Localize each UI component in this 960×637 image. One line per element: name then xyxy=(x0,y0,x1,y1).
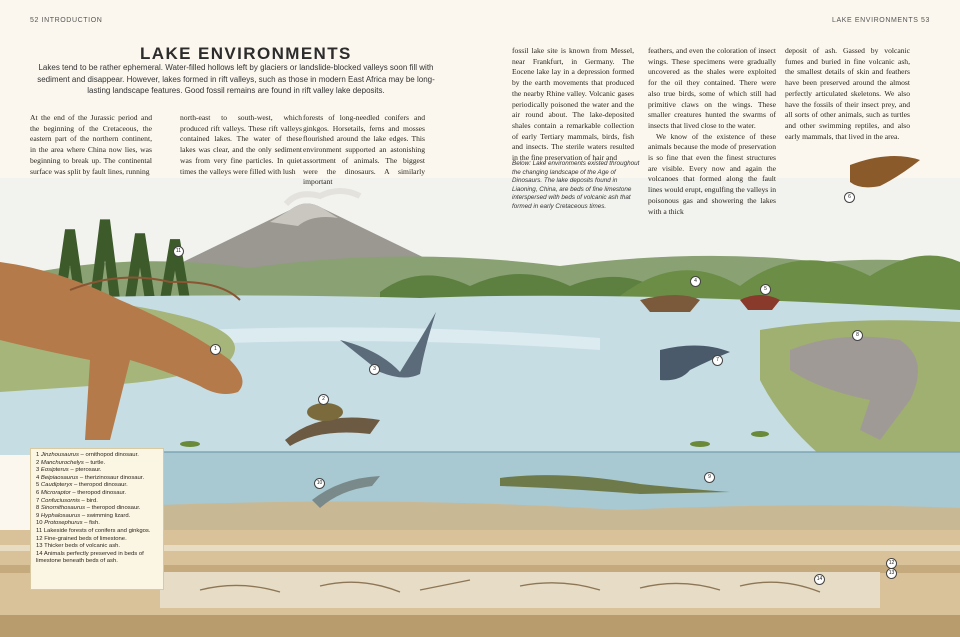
lily-pad xyxy=(180,441,200,447)
legend-number: 6 xyxy=(36,489,40,496)
marker-7: 7 xyxy=(712,355,723,366)
paragraph: fossil lake site is known from Messel, near Frankfurt, in Germany. The Eocene lake lay in a depression formed by the earth movements that produced the nearby Rhine valley. Volcanic gases periodically poisoned the water and the air round about. The lake-deposited shales contain a remarkable collection of early Tertiary mammals, birds, fish and insects. The sterile waters resulted in the fine preservation of hair and xyxy=(512,46,634,163)
marker-8: 8 xyxy=(852,330,863,341)
legend-description: – swimming lizard. xyxy=(80,512,131,519)
legend-species-name: Caudipteryx xyxy=(40,482,73,489)
marker-13: 13 xyxy=(886,568,897,579)
legend-description: – theropod dinosaur. xyxy=(72,482,128,489)
legend-description: Fine-grained beds of limestone. xyxy=(44,535,127,542)
legend-item xyxy=(36,536,158,544)
marker-12: 12 xyxy=(886,558,897,569)
legend-item xyxy=(36,520,158,528)
legend-species-name: Microraptor xyxy=(40,489,71,496)
lily-pad xyxy=(690,441,710,447)
paragraph: We know of the existence of these animals because the mode of preservation is so fine that even the finest structures are visible. Every now and again the volcanoes that formed along the fault lines would erupt, engulfing the valleys in poisonous gas and showering the lakes with a thick xyxy=(648,131,777,216)
fossil-bed xyxy=(160,572,880,608)
marker-10: 10 xyxy=(314,478,325,489)
legend-number: 1 xyxy=(36,452,40,458)
article-intro: Lakes tend to be rather ephemeral. Water-filled hollows left by glaciers or landslide-blocked valleys soon fill with sediment and disappear. However, lakes formed in rift valleys, such as those in modern East Africa may be long-lasting landscape features. Good fossil remains are found in rift valley lake deposits. xyxy=(37,63,435,95)
legend-species-name: Eosipterus xyxy=(40,467,69,474)
legend-species-name: Hyphalosaurus xyxy=(40,512,81,519)
manchurochelys xyxy=(307,403,343,421)
text-column-6 xyxy=(785,46,910,142)
marker-9: 9 xyxy=(704,472,715,483)
legend-item xyxy=(36,543,158,551)
legend-item xyxy=(36,551,158,566)
legend-species-name: Manchurochelys xyxy=(40,459,84,466)
text-column-4 xyxy=(512,46,634,164)
legend-description: – therizinosaur dinosaur. xyxy=(78,474,145,481)
text-column-2 xyxy=(180,113,302,177)
text-column-1 xyxy=(30,113,152,177)
legend-species-name: Sinornithosaurus xyxy=(40,505,86,512)
legend-species-name: Jinzhousaurus xyxy=(40,452,79,458)
species-legend xyxy=(30,448,164,590)
legend-number: 13 xyxy=(36,543,43,550)
paragraph: north-east to south-west, which produced rift valleys. These rift valleys contained lakes. The water of these lakes was clear, and the only sediment was from very fine particles. In quiet times the valleys were filled with lush xyxy=(180,113,302,176)
legend-description: Animals perfectly preserved in beds of limestone beneath beds of ash. xyxy=(36,550,144,565)
marker-14: 14 xyxy=(814,574,825,585)
legend-description: – fish. xyxy=(82,520,100,527)
legend-number: 3 xyxy=(36,467,40,474)
legend-number: 12 xyxy=(36,535,43,542)
legend-number: 11 xyxy=(36,527,43,534)
lily-pad xyxy=(751,431,769,437)
marker-4: 4 xyxy=(690,276,701,287)
legend-species-name: Confuciusornis xyxy=(40,497,80,504)
legend-item xyxy=(36,528,158,536)
legend-description: – theropod dinosaur. xyxy=(70,489,127,496)
legend-number: 2 xyxy=(36,459,40,466)
legend-item xyxy=(36,452,158,460)
article-title: LAKE ENVIRONMENTS xyxy=(140,44,352,63)
legend-description: – theropod dinosaur. xyxy=(85,505,141,512)
marker-1: 1 xyxy=(210,344,221,355)
legend-description: Thicker beds of volcanic ash. xyxy=(44,543,121,550)
marker-5: 5 xyxy=(760,284,771,295)
legend-item xyxy=(36,498,158,506)
paragraph: At the end of the Jurassic period and the beginning of the Cretaceous, the eastern part of the northern continent, in the area where China now lies, was beginning to break up. The continental surface was split by fault lines, running xyxy=(30,113,152,176)
text-column-3 xyxy=(303,113,425,188)
legend-number: 7 xyxy=(36,497,40,504)
text-column-5 xyxy=(648,46,776,217)
marker-2: 2 xyxy=(318,394,329,405)
legend-description: – ornithopod dinosaur. xyxy=(78,452,139,458)
legend-item xyxy=(36,460,158,468)
legend-number: 5 xyxy=(36,482,40,489)
legend-item xyxy=(36,467,158,475)
legend-description: – pterosaur. xyxy=(68,467,102,474)
legend-description: – bird. xyxy=(79,497,98,504)
legend-item xyxy=(36,490,158,498)
marker-3: 3 xyxy=(369,364,380,375)
legend-number: 9 xyxy=(36,512,40,519)
legend-description: – turtle. xyxy=(83,459,106,466)
legend-number: 14 xyxy=(36,550,43,557)
legend-number: 8 xyxy=(36,505,40,512)
legend-species-name: Protosephurus xyxy=(44,520,83,527)
paragraph: forests of long-needled conifers and ginkgos. Horsetails, ferns and mosses flourished around the lake edges. This environment supported an astonishing assortment of animals. The biggest were the dinosaurs. A similarly important xyxy=(303,113,425,187)
figure-caption: Below: Lake environments existed throughout the changing landscape of the Age of Dinosaurs. The lake deposits found in Liaoning, China, are beds of fine limestone interspersed with beds of volcanic ash that formed in early Cretaceous times. xyxy=(512,160,640,210)
marker-6: 6 xyxy=(844,192,855,203)
paragraph: deposit of ash. Gassed by volcanic fumes and buried in fine volcanic ash, the smallest details of skin and feathers have been preserved around the almost perfectly articulated skeletons. We also have the fossils of their insect prey, and all sorts of other animals, such as turtles and other swimming reptiles, and also early mammals, that lived in the area. xyxy=(785,46,910,141)
paragraph: feathers, and even the coloration of insect wings. These specimens were gradually uncovered as the shales were exploited for the oil they contained. There were also true birds, some of which still had primitive claws on the wings. These smaller creatures hunted the swarms of insects that lived close to the water. xyxy=(648,46,776,130)
legend-number: 10 xyxy=(36,520,43,527)
running-header-right: LAKE ENVIRONMENTS 53 xyxy=(832,17,930,24)
legend-number: 4 xyxy=(36,474,40,481)
running-header-left: 52 INTRODUCTION xyxy=(30,17,103,24)
legend-species-name: Beipiaosaurus xyxy=(40,474,79,481)
legend-item xyxy=(36,513,158,521)
legend-description: Lakeside forests of conifers and ginkgos. xyxy=(43,527,151,534)
legend-item xyxy=(36,475,158,483)
marker-11: 11 xyxy=(173,246,184,257)
legend-item xyxy=(36,505,158,513)
legend-item xyxy=(36,482,158,490)
deep-sediment xyxy=(0,615,960,637)
